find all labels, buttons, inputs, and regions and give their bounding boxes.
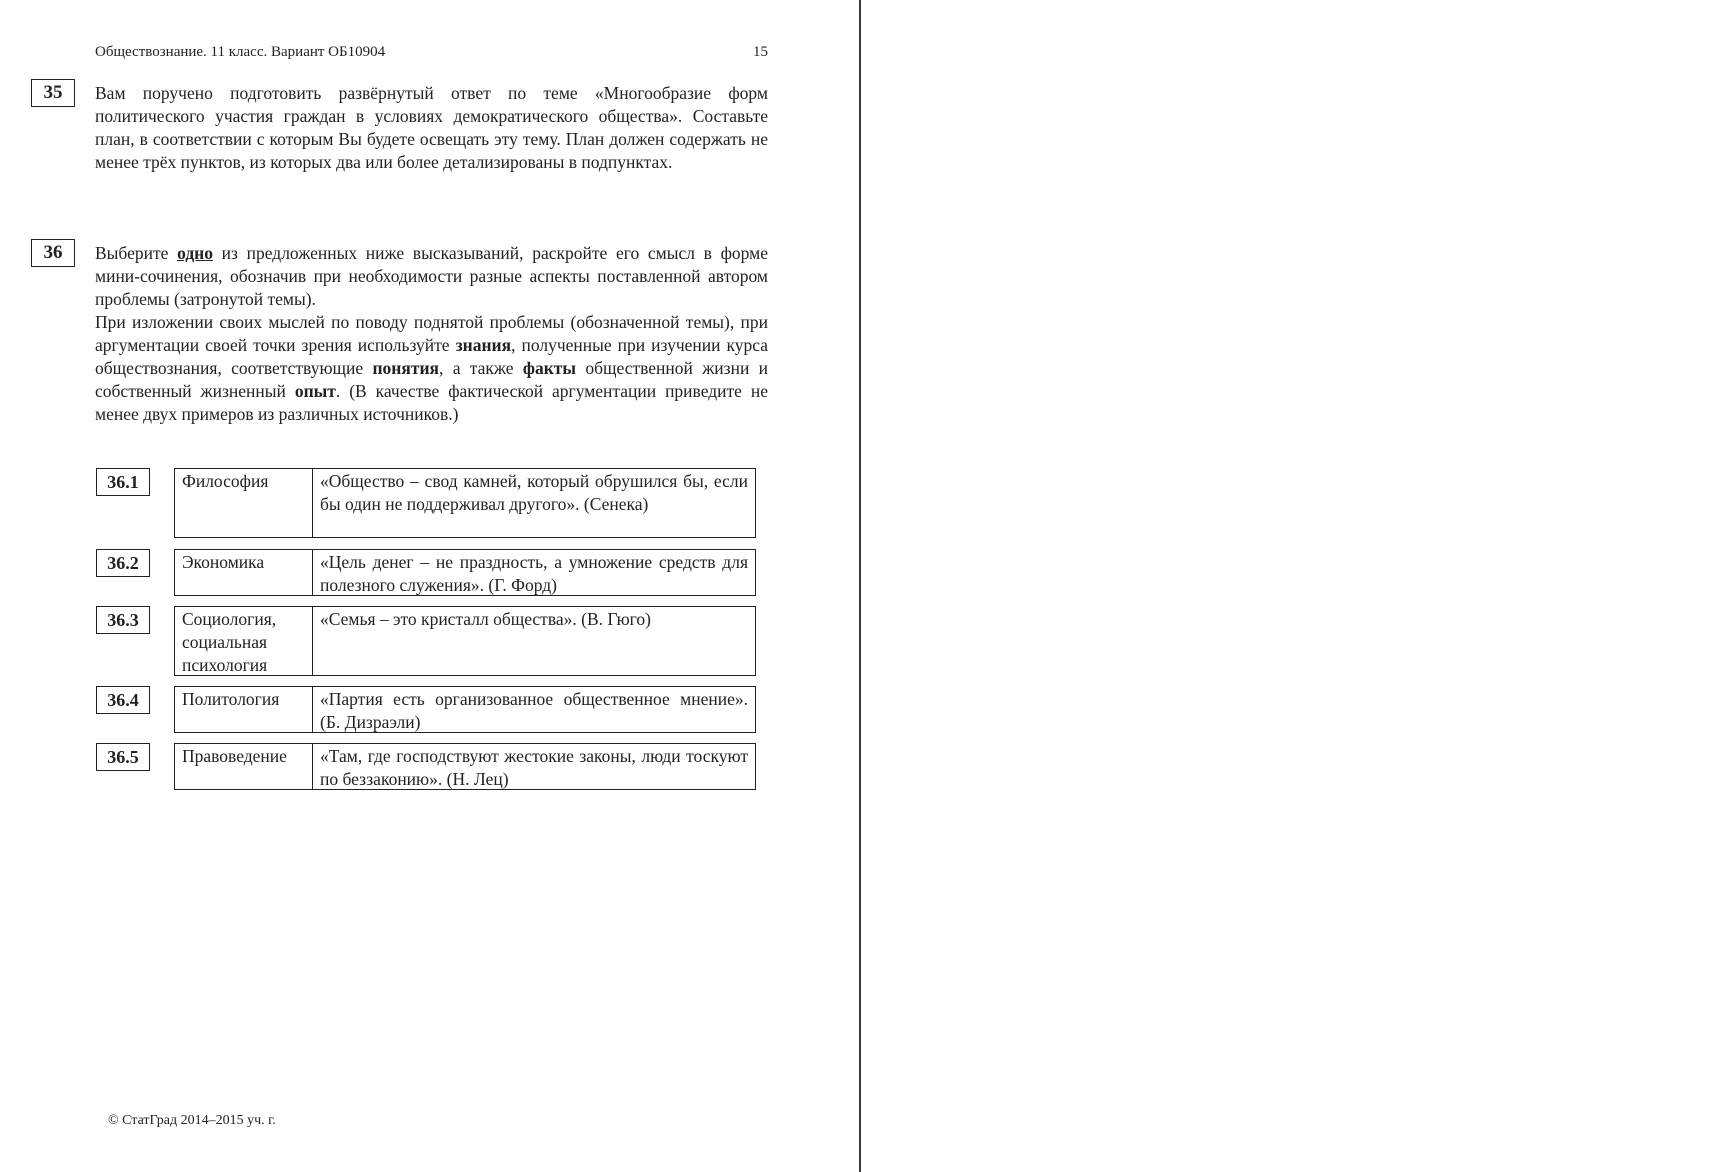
- option-table: [174, 606, 756, 676]
- q36-bold-experience: опыт: [294, 381, 336, 401]
- option-quote: «Цель денег – не праздность, а умножение средств для полезного служения». (Г. Форд): [320, 552, 748, 595]
- option-number: 36.3: [96, 606, 150, 634]
- q36-p1-start: Выберите: [95, 243, 178, 263]
- option-category: Политология: [175, 687, 313, 732]
- option-category: Правоведение: [175, 744, 313, 789]
- option-category: Экономика: [175, 550, 313, 595]
- option-number: 36.4: [96, 686, 150, 714]
- question-number-36: 36: [31, 239, 75, 267]
- question-35-paragraph: Вам поручено подготовить развёрнутый ответ по теме «Многообразие форм политического участия граждан в условиях демократического общества». Составьте план, в соответствии с которым Вы будете освещать эту тему. План должен содержать не менее трёх пунктов, из которых два или более детализированы в подпунктах.: [95, 83, 768, 172]
- q36-bold-concepts: понятия: [372, 358, 439, 378]
- question-36-paragraph-2: [95, 311, 768, 426]
- option-category: Социология, социальная психология: [175, 607, 313, 675]
- q36-p2-f: . (В качестве фактической аргументации приведите не менее двух примеров из различных источников.): [95, 381, 768, 424]
- q36-p2-d: , а также: [439, 358, 523, 378]
- option-quote: «Семья – это кристалл общества». (В. Гюго): [320, 609, 652, 629]
- option-number: 36.1: [96, 468, 150, 496]
- copyright-footer: © СтатГрад 2014–2015 уч. г.: [108, 1113, 276, 1128]
- q36-p1-end: из предложенных ниже высказываний, раскройте его смысл в форме мини-сочинения, обозначив при необходимости разные аспекты поставленной автором проблемы (затронутой темы).: [95, 243, 768, 309]
- option-quote: «Общество – свод камней, который обрушился бы, если бы один не поддерживал другого». (Сенека): [320, 471, 748, 514]
- option-table: [174, 686, 756, 733]
- option-number: 36.5: [96, 743, 150, 771]
- q36-bold-facts: факты: [522, 358, 577, 378]
- question-36-text: [95, 242, 768, 426]
- question-number-35: 35: [31, 79, 75, 107]
- q36-emphasis-one: одно: [177, 243, 214, 263]
- option-table: [174, 743, 756, 790]
- q36-p2-e: общественной жизни и собственный жизненный: [95, 358, 768, 401]
- option-quote: «Партия есть организованное общественное мнение». (Б. Дизраэли): [320, 689, 748, 732]
- question-36-paragraph-1: [95, 242, 768, 311]
- question-35-text: [95, 82, 768, 174]
- q36-p2-c: , полученные при изучении курса обществознания, соответствующие: [95, 335, 768, 378]
- option-table: [174, 549, 756, 596]
- option-table: [174, 468, 756, 538]
- q36-p2-a: При изложении своих мыслей по поводу поднятой проблемы (обозначенной темы), при аргументации своей точки зрения используйте: [95, 312, 768, 355]
- option-category: Философия: [175, 469, 313, 537]
- option-quote: «Там, где господствуют жестокие законы, люди тоскуют по беззаконию». (Н. Лец): [320, 746, 748, 789]
- option-number: 36.2: [96, 549, 150, 577]
- q36-bold-knowledge: знания: [455, 335, 512, 355]
- page-number: 15: [753, 44, 768, 60]
- page-divider: [859, 0, 861, 1172]
- page-header-title: Обществознание. 11 класс. Вариант ОБ10904: [95, 44, 386, 60]
